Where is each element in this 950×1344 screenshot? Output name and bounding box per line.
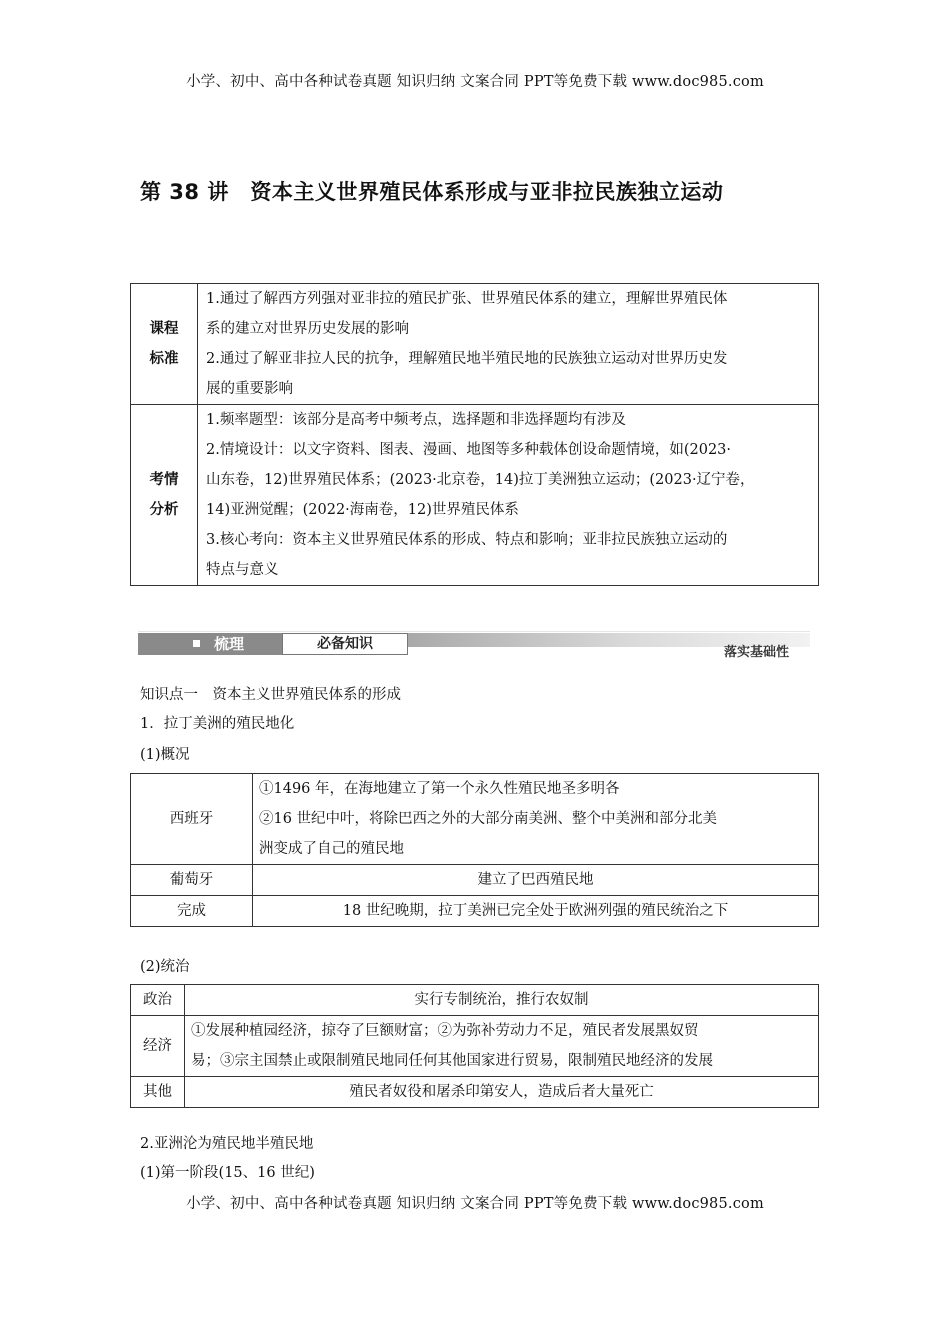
cell-line: ②16 世纪中叶，将除巴西之外的大部分南美洲、整个中美洲和部分北美 bbox=[259, 811, 718, 827]
table-cell-value: 18 世纪晚期，拉丁美洲已完全处于欧洲列强的殖民统治之下 bbox=[253, 896, 819, 927]
banner-right-label: 落实基础性 bbox=[724, 645, 790, 660]
subsection-heading: (1)概况 bbox=[140, 747, 190, 763]
cell-line: 易；③宗主国禁止或限制殖民地同任何其他国家进行贸易，限制殖民地经济的发展 bbox=[191, 1053, 713, 1069]
curriculum-standards-table bbox=[130, 283, 819, 586]
table-cell-value: 实行专制统治，推行农奴制 bbox=[185, 985, 819, 1016]
table-row bbox=[131, 284, 819, 405]
table-cell-value: 殖民者奴役和屠杀印第安人，造成后者大量死亡 bbox=[185, 1077, 819, 1108]
analysis-line: 特点与意义 bbox=[206, 562, 279, 578]
page-header: 小学、初中、高中各种试卷真题 知识归纳 文案合同 PPT等免费下载 www.doc985.com bbox=[186, 74, 764, 90]
table-row bbox=[131, 1016, 819, 1077]
overview-table bbox=[130, 773, 819, 927]
table-cell-value bbox=[253, 774, 819, 865]
standards-label-b: 标准 bbox=[149, 351, 179, 367]
standards-line: 1.通过了解西方列强对亚非拉的殖民扩张、世界殖民体系的建立，理解世界殖民体 bbox=[206, 291, 728, 307]
banner-divider bbox=[138, 631, 810, 632]
table-cell-key: 葡萄牙 bbox=[131, 865, 253, 896]
subsection-heading: (1)第一阶段(15、16 世纪) bbox=[140, 1165, 315, 1181]
standards-label bbox=[131, 284, 198, 405]
cell-line: ①1496 年，在海地建立了第一个永久性殖民地圣多明各 bbox=[259, 781, 620, 797]
table-row bbox=[131, 774, 819, 865]
table-row bbox=[131, 985, 819, 1016]
table-row bbox=[131, 405, 819, 586]
analysis-content bbox=[198, 405, 819, 586]
table-cell-key: 其他 bbox=[131, 1077, 185, 1108]
analysis-label bbox=[131, 405, 198, 586]
table-cell-key: 政治 bbox=[131, 985, 185, 1016]
page-footer: 小学、初中、高中各种试卷真题 知识归纳 文案合同 PPT等免费下载 www.doc985.com bbox=[186, 1196, 764, 1212]
table-cell-key: 西班牙 bbox=[131, 774, 253, 865]
standards-line: 系的建立对世界历史发展的影响 bbox=[206, 321, 409, 337]
analysis-line: 山东卷，12)世界殖民体系；(2023·北京卷，14)拉丁美洲独立运动；(2023·辽宁卷， bbox=[206, 472, 755, 488]
standards-line: 展的重要影响 bbox=[206, 381, 293, 397]
table-row bbox=[131, 865, 819, 896]
analysis-line: 1.频率题型：该部分是高考中频考点，选择题和非选择题均有涉及 bbox=[206, 412, 626, 428]
analysis-line: 3.核心考向：资本主义世界殖民体系的形成、特点和影响；亚非拉民族独立运动的 bbox=[206, 532, 728, 548]
rule-table bbox=[130, 984, 819, 1108]
standards-line: 2.通过了解亚非拉人民的抗争，理解殖民地半殖民地的民族独立运动对世界历史发 bbox=[206, 351, 728, 367]
table-cell-key: 完成 bbox=[131, 896, 253, 927]
analysis-label-a: 考情 bbox=[149, 472, 179, 488]
subsection-heading: 2.亚洲沦为殖民地半殖民地 bbox=[140, 1136, 314, 1152]
table-row bbox=[131, 1077, 819, 1108]
subsection-heading: 1．拉丁美洲的殖民地化 bbox=[140, 716, 295, 732]
lecture-title: 第 38 讲 资本主义世界殖民体系形成与亚非拉民族独立运动 bbox=[140, 180, 724, 204]
table-cell-value bbox=[185, 1016, 819, 1077]
table-row bbox=[131, 896, 819, 927]
table-cell-key: 经济 bbox=[131, 1016, 185, 1077]
square-bullet-icon bbox=[193, 640, 200, 647]
analysis-line: 2.情境设计：以文字资料、图表、漫画、地图等多种载体创设命题情境，如(2023· bbox=[206, 442, 731, 458]
banner-label: 梳理 bbox=[214, 635, 245, 653]
knowledge-point-heading: 知识点一 资本主义世界殖民体系的形成 bbox=[140, 687, 401, 703]
cell-line: 洲变成了自己的殖民地 bbox=[259, 841, 404, 857]
cell-line: ①发展种植园经济，掠夺了巨额财富；②为弥补劳动力不足，殖民者发展黑奴贸 bbox=[191, 1023, 699, 1039]
banner-dark-block bbox=[138, 633, 282, 655]
subsection-heading: (2)统治 bbox=[140, 959, 190, 975]
banner-box-label: 必备知识 bbox=[282, 633, 408, 655]
section-banner bbox=[138, 611, 810, 661]
analysis-label-b: 分析 bbox=[149, 502, 179, 518]
standards-label-a: 课程 bbox=[149, 321, 179, 337]
table-cell-value: 建立了巴西殖民地 bbox=[253, 865, 819, 896]
analysis-line: 14)亚洲觉醒；(2022·海南卷，12)世界殖民体系 bbox=[206, 502, 519, 518]
standards-content bbox=[198, 284, 819, 405]
